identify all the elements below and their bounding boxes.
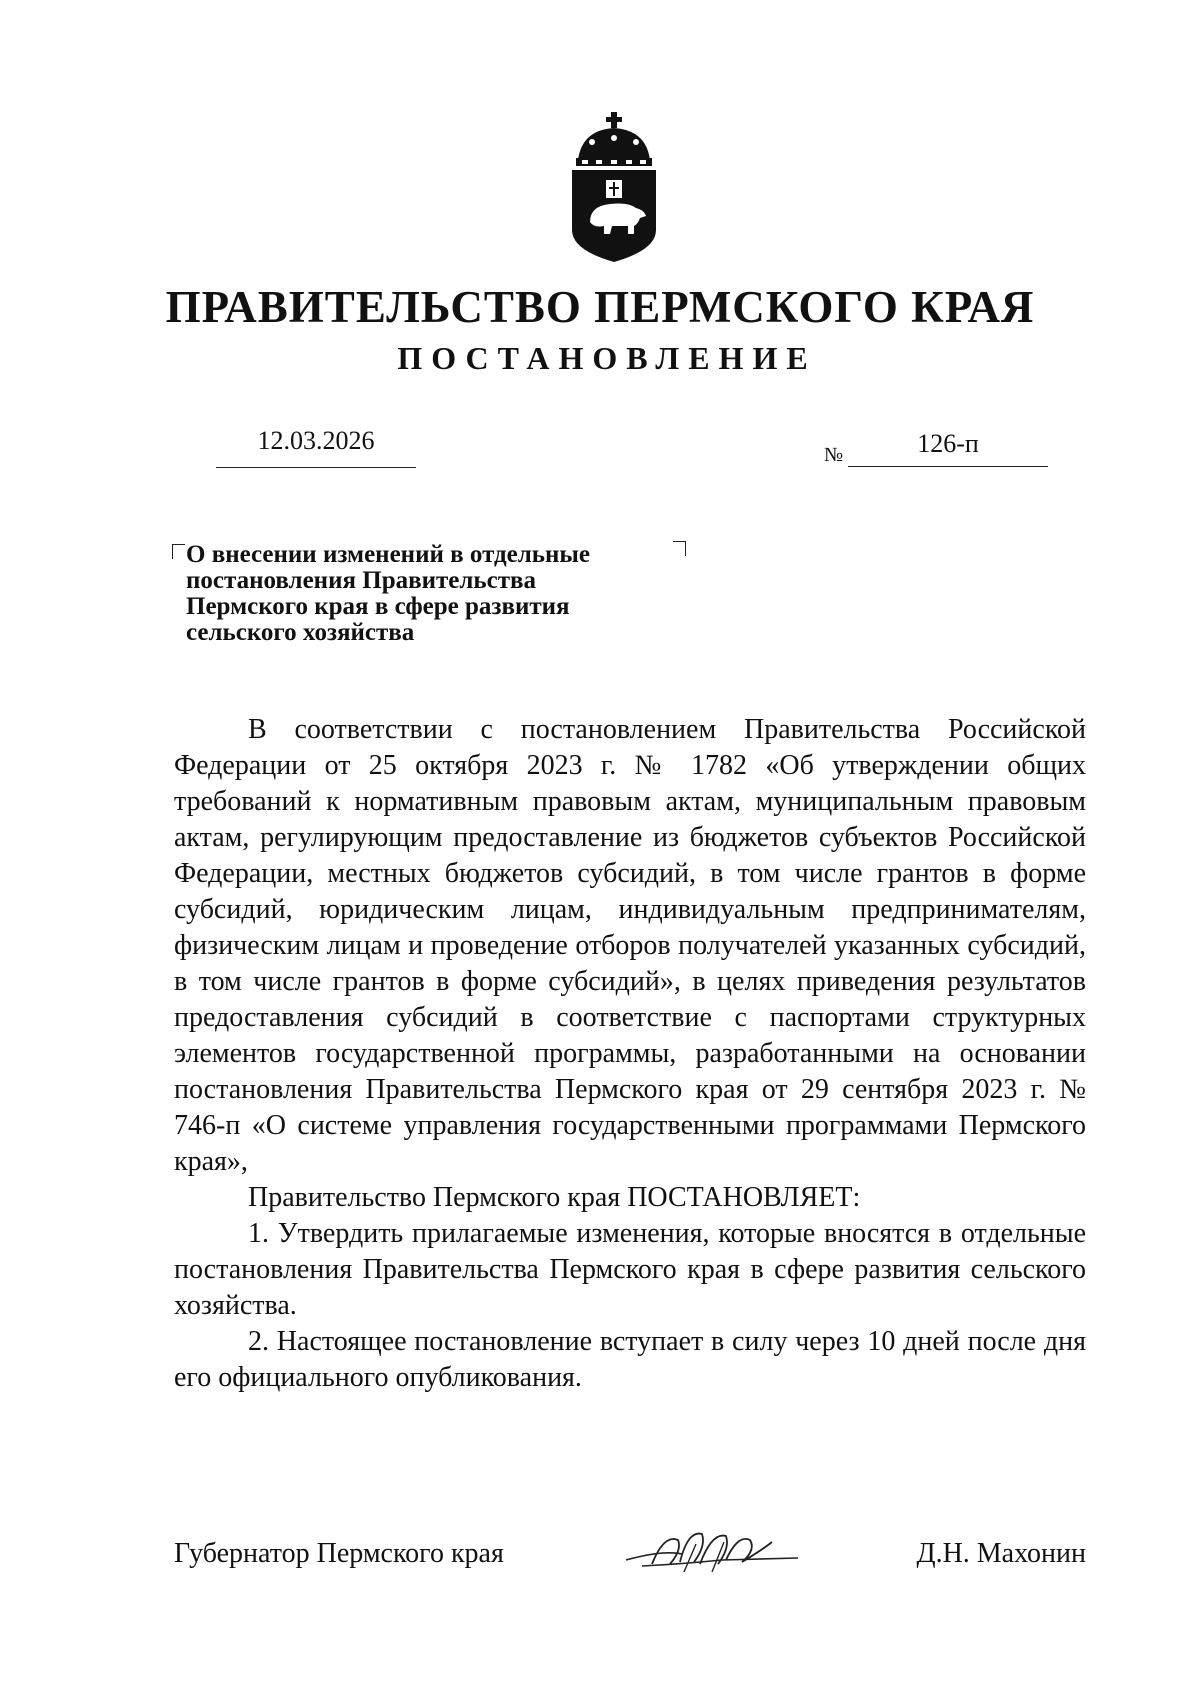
signatory-name: Д.Н. Махонин [916,1538,1086,1569]
number-sign: № [824,444,844,466]
coat-of-arms-icon [568,112,660,262]
signature-block [174,1534,1086,1594]
document-date: 12.03.2026 [216,423,416,468]
document-body [174,712,1086,1396]
subject-bracket-left [172,544,185,559]
document-subject [186,542,686,646]
resolution-statement: Правительство Пермского края ПОСТАНОВЛЯЕТ: [248,1182,861,1213]
subject-line: постановления Правительства [186,567,536,594]
government-title: ПРАВИТЕЛЬСТВО ПЕРМСКОГО КРАЯ [165,282,1035,332]
signatory-position: Губернатор Пермского края [174,1538,504,1569]
subject-line: Пермского края в сфере развития [186,593,570,620]
document-number-block [824,428,1049,468]
subject-line: сельского хозяйства [186,619,415,646]
document-type: ПОСТАНОВЛЕНИЕ [397,340,817,376]
preamble-paragraph: В соответствии с постановлением Правительства Российской Федерации от 25 октября 2023 г. № 1782 «Об утверждении общих требований к нормативным правовым актам, муниципальным правовым актам, регулирующим предоставление из бюджетов субъектов Российской Федерации, местных бюджетов субсидий, в том числе грантов в форме субсидий, юридическим лицам, индивидуальным предпринимателям, физическим лицам и проведение отборов получателей указанных субсидий, в том числе грантов в форме субсидий», в целях приведения результатов предоставления субсидий в соответствие с паспортами структурных элементов государственной программы, разработанными на основании постановления Правительства Пермского края от 29 сентября 2023 г. № 746-п «О системе управления государственными программами Пермского края», [174,714,1086,1177]
handwritten-signature [622,1520,802,1582]
document-number: 126-п [848,428,1048,467]
clause-1: 1. Утвердить прилагаемые изменения, которые вносятся в отдельные постановления Правительства Пермского края в сфере развития сельского хозяйства. [174,1218,1086,1321]
subject-line: О внесении изменений в отдельные [186,541,591,568]
clause-2: 2. Настоящее постановление вступает в силу через 10 дней после дня его официального опубликования. [174,1326,1086,1393]
